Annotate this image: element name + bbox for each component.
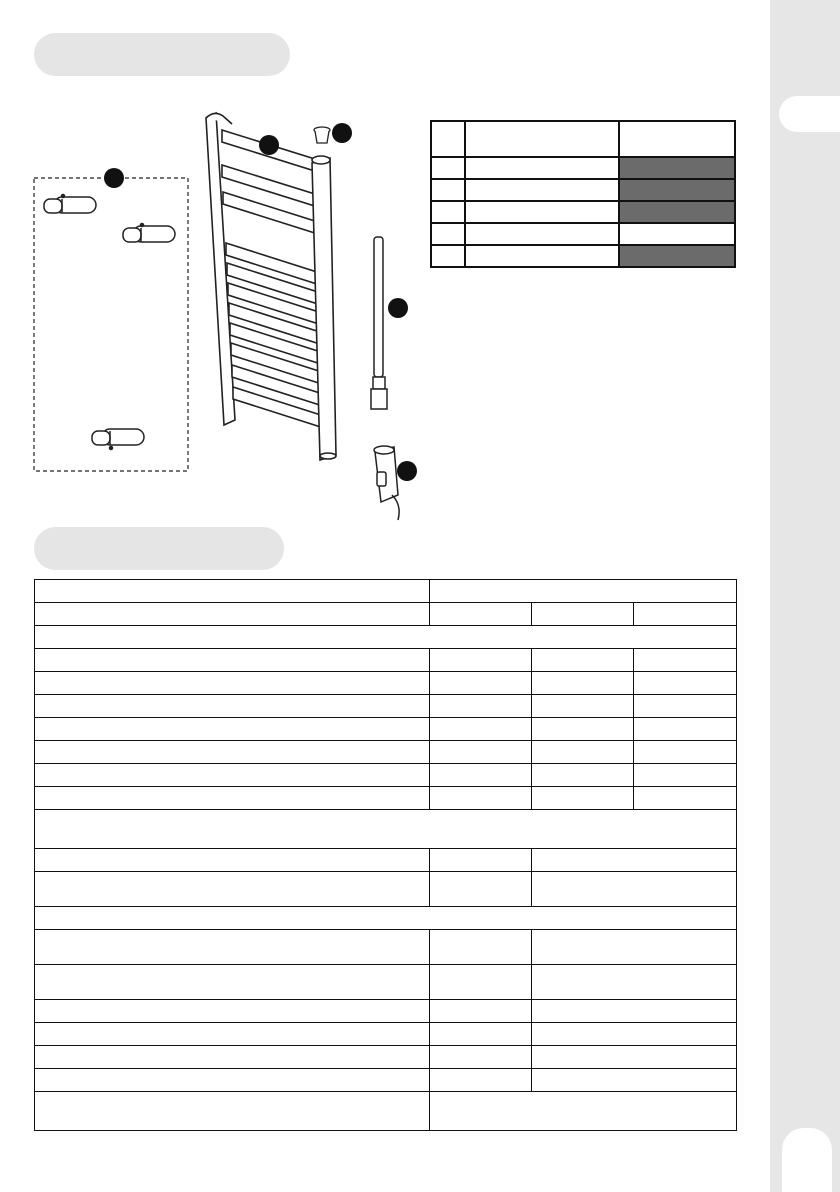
table-row: [35, 787, 737, 810]
table-row: [431, 157, 735, 179]
color-swatch: [619, 157, 735, 179]
table-row: [431, 245, 735, 267]
table-row: [431, 201, 735, 223]
table-row: [35, 718, 737, 741]
table-row: [35, 741, 737, 764]
table-section-row: [35, 810, 737, 849]
table-row: [35, 672, 737, 695]
table-row: [35, 1092, 737, 1131]
bracket-group-box: [34, 178, 188, 471]
table-row: [35, 649, 737, 672]
table-row: [35, 930, 737, 965]
specifications-table: [34, 579, 737, 1131]
table-row: [35, 603, 737, 626]
page-number-tab: [782, 1128, 832, 1192]
table-row: [35, 580, 737, 603]
thermostat-control-icon: [374, 446, 399, 520]
table-section-row: [35, 907, 737, 930]
table-section-row: [35, 626, 737, 649]
table-row: [35, 1000, 737, 1023]
callout-marker: [388, 298, 408, 318]
callout-marker: [332, 123, 352, 143]
callout-marker: [104, 168, 124, 188]
table-row: [35, 965, 737, 1000]
table-row: [431, 223, 735, 245]
table-row: [35, 1023, 737, 1046]
table-row: [35, 1069, 737, 1092]
table-row: [35, 695, 737, 718]
table-row: [35, 872, 737, 907]
towel-rail-illustration: [206, 113, 336, 460]
wall-bracket-icon: [44, 195, 175, 450]
table-row: [35, 849, 737, 872]
callout-marker: [397, 461, 417, 481]
color-swatch: [619, 201, 735, 223]
heating-element-icon: [371, 237, 387, 409]
right-margin-bar: [770, 0, 840, 1192]
parts-list-table: [430, 120, 736, 268]
color-swatch: [619, 245, 735, 267]
end-cap-icon: [314, 127, 330, 143]
table-row: [431, 179, 735, 201]
table-row: [35, 1046, 737, 1069]
callout-marker: [259, 135, 279, 155]
section-header-2: [34, 527, 284, 570]
table-row: [35, 764, 737, 787]
color-swatch: [619, 179, 735, 201]
table-header-row: [431, 121, 735, 157]
language-tab: [779, 96, 840, 132]
